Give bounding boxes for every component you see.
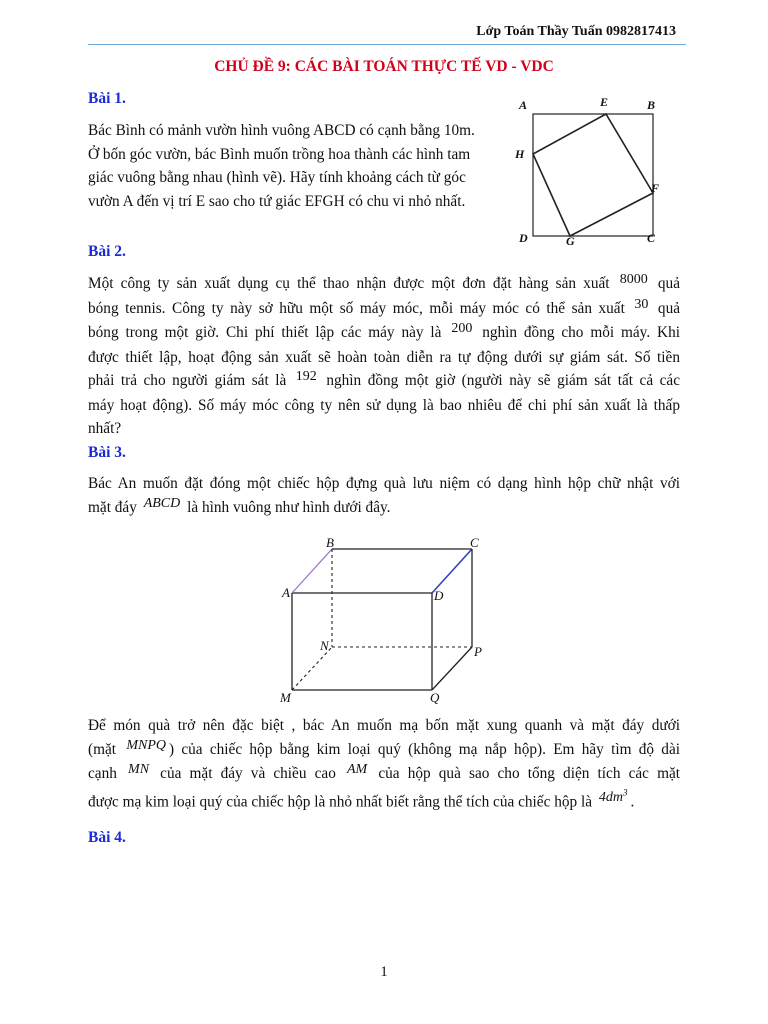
math-mn: MN — [128, 762, 150, 777]
math-am: AM — [347, 762, 368, 777]
bai4-heading: Bài 4. — [88, 829, 126, 846]
math-volume: $4dm^3$ — [598, 787, 628, 806]
bai1-line: Ở bốn góc vườn, bác Bình muốn trồng hoa thành các hình tam — [88, 145, 471, 163]
bai3-line: (mặt MNPQ ) của chiếc hộp bằng kim loại quý (không mạ nắp hộp). Em hãy tìm độ dài — [88, 737, 680, 758]
math-200: 200 — [451, 321, 473, 336]
bai2-line: máy hoạt động). Số máy móc công ty nên sử dụng là bao nhiêu để chi phí sản xuất là thấp — [88, 396, 680, 414]
bai3-text-intro — [88, 472, 680, 520]
bai2-line: Một công ty sản xuất dụng cụ thể thao nhận được một đơn đặt hàng sản xuất 8000 quả — [88, 272, 680, 292]
math-192: 192 — [295, 369, 317, 384]
bai3-line: Để món quà trở nên đặc biệt , bác An muốn mạ bốn mặt xung quanh và mặt đáy dưới — [88, 717, 680, 734]
bai3-line: mặt đáy ABCD là hình vuông như hình dưới đây. — [88, 495, 391, 516]
bai2-heading: Bài 2. — [88, 243, 126, 260]
bai2-line: được thiết lập, hoạt động sản xuất sẽ hoàn toàn diễn ra tự động dưới sự giám sát. Số tiền — [88, 348, 680, 366]
bai3-heading: Bài 3. — [88, 444, 126, 461]
bai1-line: Bác Bình có mảnh vườn hình vuông ABCD có cạnh bằng 10m. — [88, 122, 475, 139]
page-title: CHỦ ĐỀ 9: CÁC BÀI TOÁN THỰC TẾ VD - VDC — [214, 58, 554, 75]
bai1-line: vườn A đến vị trí E sao cho tứ giác EFGH có chu vi nhỏ nhất. — [88, 192, 466, 210]
bai3-text-body — [88, 714, 680, 815]
bai2-line: bóng trong một giờ. Chi phí thiết lập các máy này là 200 nghìn đồng cho mỗi máy. Khi — [88, 321, 680, 341]
square-abcd — [533, 114, 653, 236]
header-text: Lớp Toán Thầy Tuấn 0982817413 — [476, 24, 676, 39]
math-30: 30 — [634, 296, 649, 312]
math-8000: 8000 — [619, 272, 648, 287]
label-h: H — [515, 147, 525, 161]
label-c: C — [470, 535, 479, 550]
math-mnpq: MNPQ — [126, 737, 166, 753]
header-divider — [88, 44, 686, 45]
square-garden-figure — [508, 92, 668, 252]
label-e: E — [600, 95, 609, 109]
math-abcd: ABCD — [143, 495, 181, 511]
bai3-line: Bác An muốn đặt đóng một chiếc hộp đựng quà lưu niệm có dạng hình hộp chữ nhật với — [88, 475, 680, 492]
bai2-line: phải trả cho người giám sát là 192 nghìn đồng một giờ (người này sẽ giám sát tất cả các — [88, 369, 680, 389]
label-f: F — [651, 181, 660, 195]
bai1-heading: Bài 1. — [88, 90, 126, 107]
label-a: A — [519, 98, 528, 112]
bai2-text — [88, 272, 680, 441]
bai3-line: cạnh MN của mặt đáy và chiều cao AM của hộp quà sao cho tổng diện tích các mặt — [88, 762, 681, 782]
label-c: C — [647, 231, 656, 245]
bai2-line: nhất? — [88, 420, 122, 437]
page-number: 1 — [380, 964, 388, 980]
label-b: B — [326, 535, 334, 550]
label-q: Q — [430, 690, 440, 705]
bai3-line: được mạ kim loại quý của chiếc hộp là nhỏ nhất biết rằng thể tích của chiếc hộp là $4dm^3$. — [88, 787, 635, 811]
label-g: G — [566, 234, 575, 248]
bai1-line: giác vuông bằng nhau (hình vẽ). Hãy tính khoảng cách từ góc — [88, 169, 466, 186]
label-d: D — [519, 231, 528, 245]
box-figure — [270, 530, 500, 710]
label-a: A — [282, 585, 290, 600]
bai2-line: bóng tennis. Công ty này sở hữu một số máy móc, mỗi máy móc có thể sản xuất 30 quả — [88, 296, 681, 317]
label-b: B — [647, 98, 656, 112]
label-n: N — [320, 638, 329, 653]
label-p: P — [474, 644, 482, 659]
bai1-text — [88, 119, 508, 213]
label-m: M — [280, 690, 291, 705]
label-d: D — [434, 588, 444, 603]
quadrilateral-efgh — [533, 114, 653, 236]
